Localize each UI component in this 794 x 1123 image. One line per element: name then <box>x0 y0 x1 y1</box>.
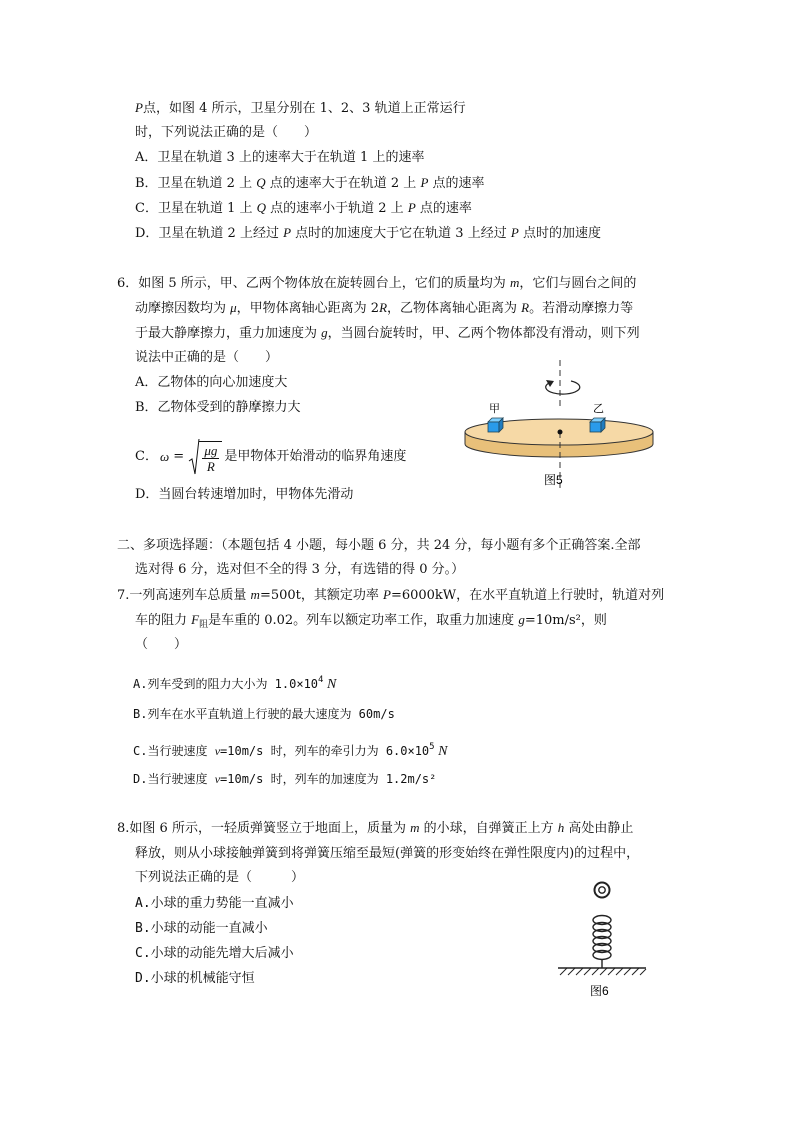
var-h: h <box>557 820 565 835</box>
var-p: P <box>135 100 143 115</box>
var-mu: μ <box>230 300 237 315</box>
var-m: m <box>250 587 260 602</box>
q7-optc-text: =10m/s 时，列车的牵引力为 6.0×10 <box>220 744 430 758</box>
exponent: 4 <box>318 675 324 685</box>
q7-opta-text: A.列车受到的阻力大小为 1.0×10 <box>133 677 319 691</box>
q6-text: 动摩擦因数均为 <box>135 301 231 316</box>
var-q: Q <box>256 200 267 215</box>
q7-text: =500t，其额定功率 <box>259 588 383 603</box>
var-v: v <box>214 772 221 786</box>
q7-text: 7.一列高速列车总质量 <box>117 588 251 603</box>
q6-line4: 说法中正确的是（ ） <box>135 350 279 365</box>
q7-text: 车的阻力 <box>135 613 192 628</box>
ground-hatching <box>560 968 646 975</box>
q7-line1 <box>117 586 664 605</box>
q5-option-a: A．卫星在轨道 3 上的速率大于在轨道 1 上的速率 <box>135 150 425 165</box>
figure-5 <box>455 360 670 495</box>
q8-text: 高处由静止 <box>564 821 634 836</box>
block-jia <box>488 418 503 432</box>
q6-line3 <box>135 324 640 343</box>
q5-optc-part: 点的速率小于轨道 2 上 <box>266 201 408 216</box>
q6-optc-prefix: C． <box>135 449 158 464</box>
q6-optc-text: 是甲物体开始滑动的临界角速度 <box>224 449 407 464</box>
figure-6 <box>552 876 652 1001</box>
q6-option-d: D．当圆台转速增加时，甲物体先滑动 <box>135 487 354 502</box>
axis-center-dot <box>558 430 563 435</box>
q6-line1 <box>117 274 636 293</box>
q7-option-c <box>133 738 447 761</box>
var-r: R <box>379 300 388 315</box>
q6-text: ，甲物体离轴心距离为 2 <box>236 301 380 316</box>
q6-line2 <box>135 299 633 318</box>
q7-optd-text: D.当行驶速度 <box>133 772 215 786</box>
var-m: m <box>410 820 420 835</box>
var-p: P <box>383 587 391 602</box>
q7-text: 是车重的 0.02。列车以额定功率工作，取重力加速度 <box>208 613 519 628</box>
var-q: Q <box>256 175 266 190</box>
q5-option-b <box>135 174 485 193</box>
q5-optc-part: C．卫星在轨道 1 上 <box>135 201 257 216</box>
q5-option-c <box>135 199 472 218</box>
q6-text: ，乙物体离轴心距离为 <box>387 301 522 316</box>
q7-option-a <box>133 671 336 694</box>
q7-line2 <box>135 611 607 634</box>
var-f: F <box>191 612 200 627</box>
q8-option-a: A.小球的重力势能一直减小 <box>135 896 294 911</box>
fraction-denominator: R <box>206 458 215 474</box>
q7-text: =6000kW，在水平直轨道上行驶时，轨道对列 <box>390 588 665 603</box>
q5-line1 <box>135 99 466 118</box>
unit-n: N <box>323 677 337 692</box>
q6-option-b: B．乙物体受到的静摩擦力大 <box>135 400 301 415</box>
q5-optd-part: D．卫星在轨道 2 上经过 <box>135 226 284 241</box>
var-g: g <box>518 612 525 627</box>
q7-line3: （ ） <box>135 637 188 652</box>
spring <box>593 916 611 969</box>
q8-line3: 下列说法正确的是（ ） <box>135 870 305 885</box>
var-p: P <box>283 225 292 240</box>
q8-text: 的小球，自弹簧正上方 <box>419 821 558 836</box>
q5-optb-part: 点的速率大于在轨道 2 上 <box>265 176 421 191</box>
section-2-header-line1: 二、多项选择题：（本题包括 4 小题，每小题 6 分，共 24 分，每小题有多个正确答案.全部 <box>117 538 641 553</box>
fraction <box>199 441 222 474</box>
q5-optd-part: 点时的加速度大于它在轨道 3 上经过 <box>291 226 511 241</box>
q6-text: 于最大静摩擦力，重力加速度为 <box>135 326 322 341</box>
q8-line1 <box>117 819 633 838</box>
var-p: P <box>510 225 519 240</box>
q8-option-b: B.小球的动能一直减小 <box>135 921 268 936</box>
q5-optd-part: 点时的加速度 <box>518 226 601 241</box>
rotating-table-diagram <box>455 360 670 495</box>
q7-option-b: B.列车在水平直轨道上行驶的最大速度为 60m/s <box>133 707 395 721</box>
q7-text: =10m/s²，则 <box>524 613 607 628</box>
q7-optc-text: C.当行驶速度 <box>133 744 215 758</box>
q6-text: ，它们与圆台之间的 <box>519 276 637 291</box>
q6-text: ，当圆台旋转时，甲、乙两个物体都没有滑动，则下列 <box>327 326 640 341</box>
q8-option-d: D.小球的机械能守恒 <box>135 971 255 986</box>
q5-optb-part: 点的速率 <box>428 176 485 191</box>
spring-ball-diagram <box>552 876 652 1001</box>
var-p: P <box>420 175 429 190</box>
var-omega: ω <box>159 449 170 464</box>
q5-optc-part: 点的速率 <box>415 201 472 216</box>
var-p: P <box>407 200 416 215</box>
block-yi <box>590 418 605 432</box>
exponent: 5 <box>429 742 435 752</box>
subscript-zu: 阻 <box>199 620 209 630</box>
figure-6-caption: 图6 <box>590 984 609 998</box>
q8-option-c: C.小球的动能先增大后减小 <box>135 946 294 961</box>
q7-optd-text: =10m/s 时，列车的加速度为 1.2m/s² <box>220 772 437 786</box>
q6-text: 。若滑动摩擦力等 <box>529 301 634 316</box>
q5-option-d <box>135 224 601 243</box>
q8-line2: 释放，则从小球接触弹簧到将弹簧压缩至最短(弹簧的形变始终在弹性限度内)的过程中， <box>135 846 640 861</box>
equals-sign: = <box>169 449 189 464</box>
q7-option-d <box>133 770 436 788</box>
var-r: R <box>521 300 530 315</box>
q6-option-c <box>135 437 406 477</box>
q6-option-a: A．乙物体的向心加速度大 <box>135 375 288 390</box>
var-v: v <box>214 744 221 758</box>
q8-text: 8.如图 6 所示，一轻质弹簧竖立于地面上，质量为 <box>117 821 411 836</box>
label-jia: 甲 <box>489 403 500 415</box>
var-g: g <box>321 325 328 340</box>
fraction-numerator: μg <box>204 442 218 458</box>
section-2-header-line2: 选对得 6 分，选对但不全的得 3 分，有选错的得 0 分。） <box>135 562 465 577</box>
q5-optb-part: B．卫星在轨道 2 上 <box>135 176 257 191</box>
figure-5-caption: 图5 <box>544 473 563 487</box>
unit-n: N <box>434 744 448 759</box>
ball <box>595 883 610 898</box>
q5-line1-text: 点，如图 4 所示，卫星分别在 1、2、3 轨道上正常运行 <box>142 101 466 116</box>
label-yi: 乙 <box>593 403 604 415</box>
var-m: m <box>509 275 520 290</box>
q6-text: 6．如图 5 所示，甲、乙两个物体放在旋转圆台上，它们的质量均为 <box>117 276 510 291</box>
q5-line2: 时，下列说法正确的是（ ） <box>135 125 318 140</box>
